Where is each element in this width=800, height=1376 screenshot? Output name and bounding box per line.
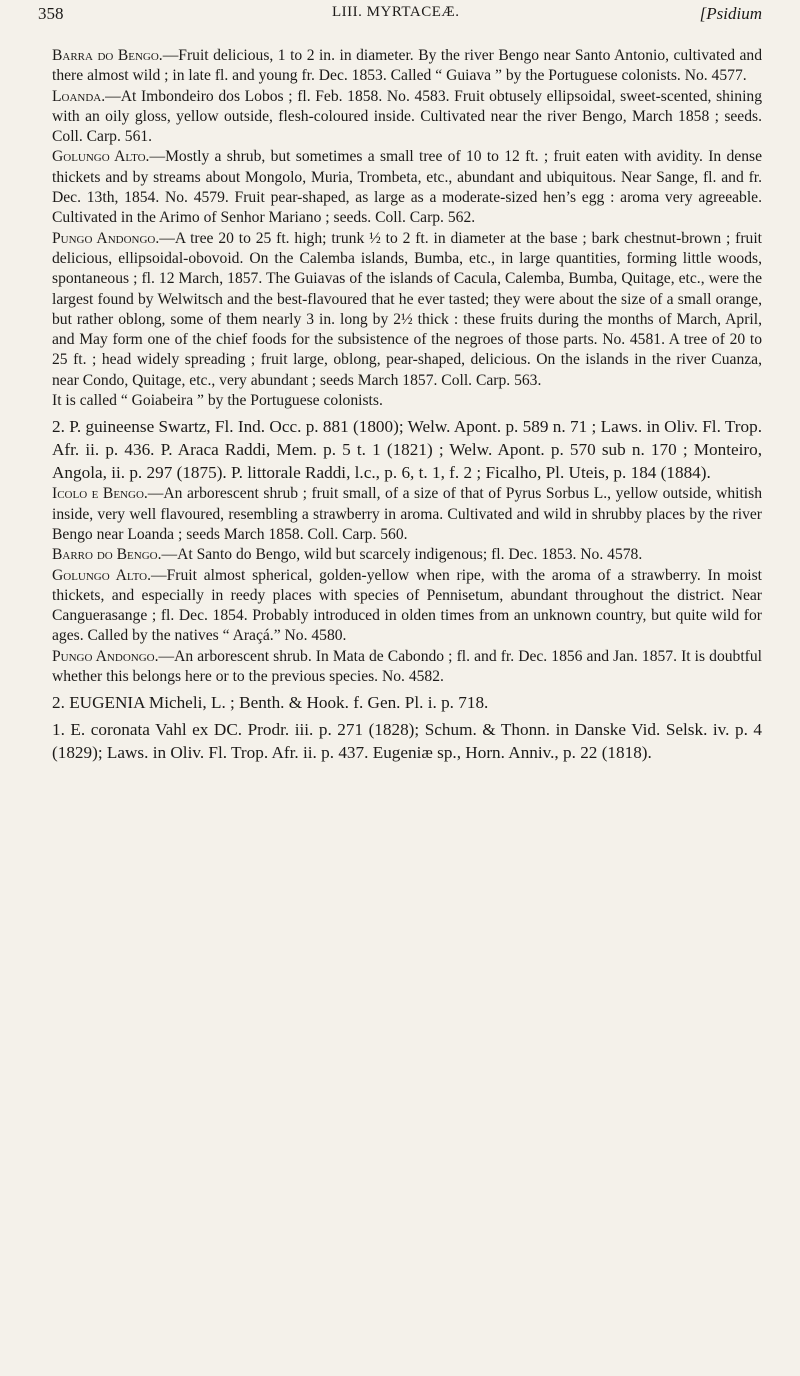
paragraph-text: —An arborescent shrub. In Mata de Cabondo ; fl. and fr. Dec. 1856 and Jan. 1857. It is doubtful whether this belongs here or to the previous species. No. 4582. <box>52 647 763 686</box>
paragraph <box>52 545 762 565</box>
paragraph <box>52 484 762 545</box>
paragraph-text: 2. EUGENIA Micheli, L. ; Benth. & Hook. f. Gen. Pl. i. p. 718. <box>52 693 489 713</box>
locality: Pungo Andongo. <box>52 229 160 247</box>
paragraph-text: —Fruit almost spherical, golden-yellow when ripe, with the aroma of a strawberry. In moist thickets, and especially in reedy places with species of Pennisetum, abundant throughout the district. Near Canguerasange ; fl. Dec. 1854. Probably introduced in olden times from an unknown country, but quite wild for ages. Called by the natives “ Araçá.” No. 4580. <box>52 566 762 645</box>
locality: Icolo e Bengo. <box>52 485 148 503</box>
locality: Loanda. <box>52 87 106 105</box>
chapter-title: LIII. MYRTACEÆ. <box>332 4 460 20</box>
paragraph-text: —A tree 20 to 25 ft. high; trunk ½ to 2 ft. in diameter at the base ; bark chestnut-brown ; fruit delicious, ellipsoidal-obovoid. On the Calemba islands, Bumba, etc., in large quantities, forming little woods, spontaneous ; fl. 12 March, 1857. The Guiavas of the islands of Cacula, Calemba, Bumba, Quitage, etc., were the largest found by Welwitsch and the best-flavoured that he ever tasted; they were about the size of a small orange, but rather oblong, some of them nearly 3 in. long by 2½ thick : these fruits during the months of March, April, and May form one of the chief foods for the subsistence of the negroes of those parts. No. 4581. A tree of 20 to 25 ft. ; head widely spreading ; fruit large, oblong, pear-shaped, delicious. On the islands in the river Cuanza, near Condo, Quitage, etc., very abundant ; seeds March 1857. Coll. Carp. 563. <box>52 229 763 389</box>
locality: Barro do Bengo. <box>52 546 162 564</box>
locality: Pungo Andongo. <box>52 647 159 665</box>
genus-heading <box>52 691 762 714</box>
paragraph-text: —Mostly a shrub, but sometimes a small tree of 10 to 12 ft. ; fruit eaten with avidity. In dense thickets and by streams about Mongolo, Muria, Trombeta, etc., abundant and ubiquitous. Near Sange, fl. and fr. Dec. 13th, 1854. No. 4579. Fruit pear-shaped, as large as a moderate-sized hen’s egg : aroma very agreeable. Cultivated in the Arimo of Senhor Mariano ; seeds. Coll. Carp. 562. <box>52 148 762 227</box>
paragraph <box>52 566 762 647</box>
paragraph-text: —Fruit delicious, 1 to 2 in. in diameter. By the river Bengo near Santo Antonio, cultivated and there almost wild ; in late fl. and young fr. Dec. 1853. Called “ Guiava ” by the Portuguese colonists. No. 4577. <box>52 47 763 85</box>
locality: Golungo Alto. <box>52 148 150 166</box>
running-head <box>38 0 762 28</box>
paragraph-text: 1. E. coronata Vahl ex DC. Prodr. iii. p. 271 (1828); Schum. & Thonn. in Danske Vid. Selsk. iv. p. 4 (1829); Laws. in Oliv. Fl. Trop. Afr. ii. p. 437. Eugeniæ sp., Horn. Anniv., p. 22 (1818). <box>52 720 762 763</box>
paragraph <box>52 647 762 688</box>
paragraph-text: 2. P. guineense Swartz, Fl. Ind. Occ. p. 881 (1800); Welw. Apont. p. 589 n. 71 ; Laws. in Oliv. Fl. Trop. Afr. ii. p. 436. P. Araca Raddi, Mem. p. 5 t. 1 (1821) ; Welw. Apont. p. 570 sub n. 170 ; Monteiro, Angola, ii. p. 297 (1875). P. littorale Raddi, l.c., p. 6, t. 1, f. 2 ; Ficalho, Pl. Uteis, p. 184 (1884). <box>52 417 762 483</box>
paragraph <box>52 229 762 391</box>
paragraph <box>52 391 762 411</box>
paragraph-text: It is called “ Goiabeira ” by the Portuguese colonists. <box>52 392 383 410</box>
paragraph <box>52 147 762 228</box>
paragraph-text: —At Imbondeiro dos Lobos ; fl. Feb. 1858. No. 4583. Fruit obtusely ellipsoidal, sweet-scented, shining with an oily gloss, yellow outside, flesh-coloured inside. Cultivated near the river Bengo, March 1858 ; seeds. Coll. Carp. 561. <box>52 87 762 146</box>
locality: Barra do Bengo. <box>52 47 163 64</box>
genus-header: [Psidium <box>699 4 762 23</box>
page-number: 358 <box>38 4 64 23</box>
paragraph-text: —An arborescent shrub ; fruit small, of a size of that of Pyrus Sorbus L., yellow outside, whitish inside, very well flavoured, resembling a strawberry in aroma. Cultivated and wild in shrubby places by the river Bengo near Loanda ; seeds March 1858. Coll. Carp. 560. <box>52 485 762 543</box>
species-heading <box>52 415 762 484</box>
paragraph-text: —At Santo do Bengo, wild but scarcely indigenous; fl. Dec. 1853. No. 4578. <box>161 546 643 564</box>
paragraph <box>52 87 762 148</box>
paragraph <box>52 46 762 87</box>
locality: Golungo Alto. <box>52 566 151 584</box>
body-text <box>52 46 762 764</box>
species-heading <box>52 718 762 764</box>
